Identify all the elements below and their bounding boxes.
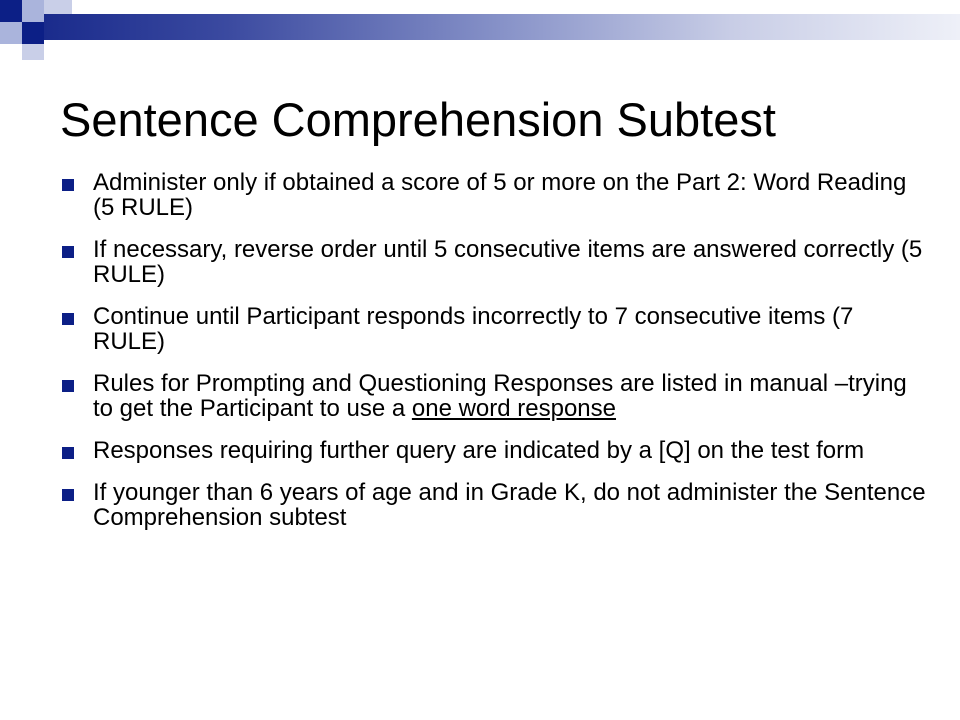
bullet-list xyxy=(62,170,932,547)
bullet-item xyxy=(62,304,932,354)
decor-square-3 xyxy=(0,22,22,44)
square-bullet-icon xyxy=(62,246,74,258)
bullet-text: If necessary, reverse order until 5 consecutive items are answered correctly (5 RULE) xyxy=(93,236,923,288)
bullet-item xyxy=(62,371,932,421)
bullet-item xyxy=(62,438,932,463)
bullet-text: Administer only if obtained a score of 5 or more on the Part 2: Word Reading (5 RULE) xyxy=(93,169,907,221)
bullet-item xyxy=(62,170,932,220)
decor-square-4 xyxy=(22,22,44,44)
square-bullet-icon xyxy=(62,447,74,459)
bullet-item xyxy=(62,237,932,287)
bullet-text: If younger than 6 years of age and in Grade K, do not administer the Sentence Comprehension subtest xyxy=(93,479,926,531)
bullet-underlined-text: one word response xyxy=(411,395,617,422)
slide-title: Sentence Comprehension Subtest xyxy=(60,93,776,146)
bullet-text: Responses requiring further query are indicated by a [Q] on the test form xyxy=(93,437,865,464)
header-gradient-bar xyxy=(44,14,960,40)
decor-square-2 xyxy=(22,0,44,22)
bullet-item xyxy=(62,480,932,530)
square-bullet-icon xyxy=(62,313,74,325)
square-bullet-icon xyxy=(62,489,74,501)
decor-square-7 xyxy=(22,44,44,60)
square-bullet-icon xyxy=(62,179,74,191)
bullet-text: Rules for Prompting and Questioning Responses are listed in manual –trying to get the Participant to use a xyxy=(93,370,907,422)
decor-square-1 xyxy=(0,0,22,22)
square-bullet-icon xyxy=(62,380,74,392)
bullet-text: Continue until Participant responds incorrectly to 7 consecutive items (7 RULE) xyxy=(93,303,854,355)
